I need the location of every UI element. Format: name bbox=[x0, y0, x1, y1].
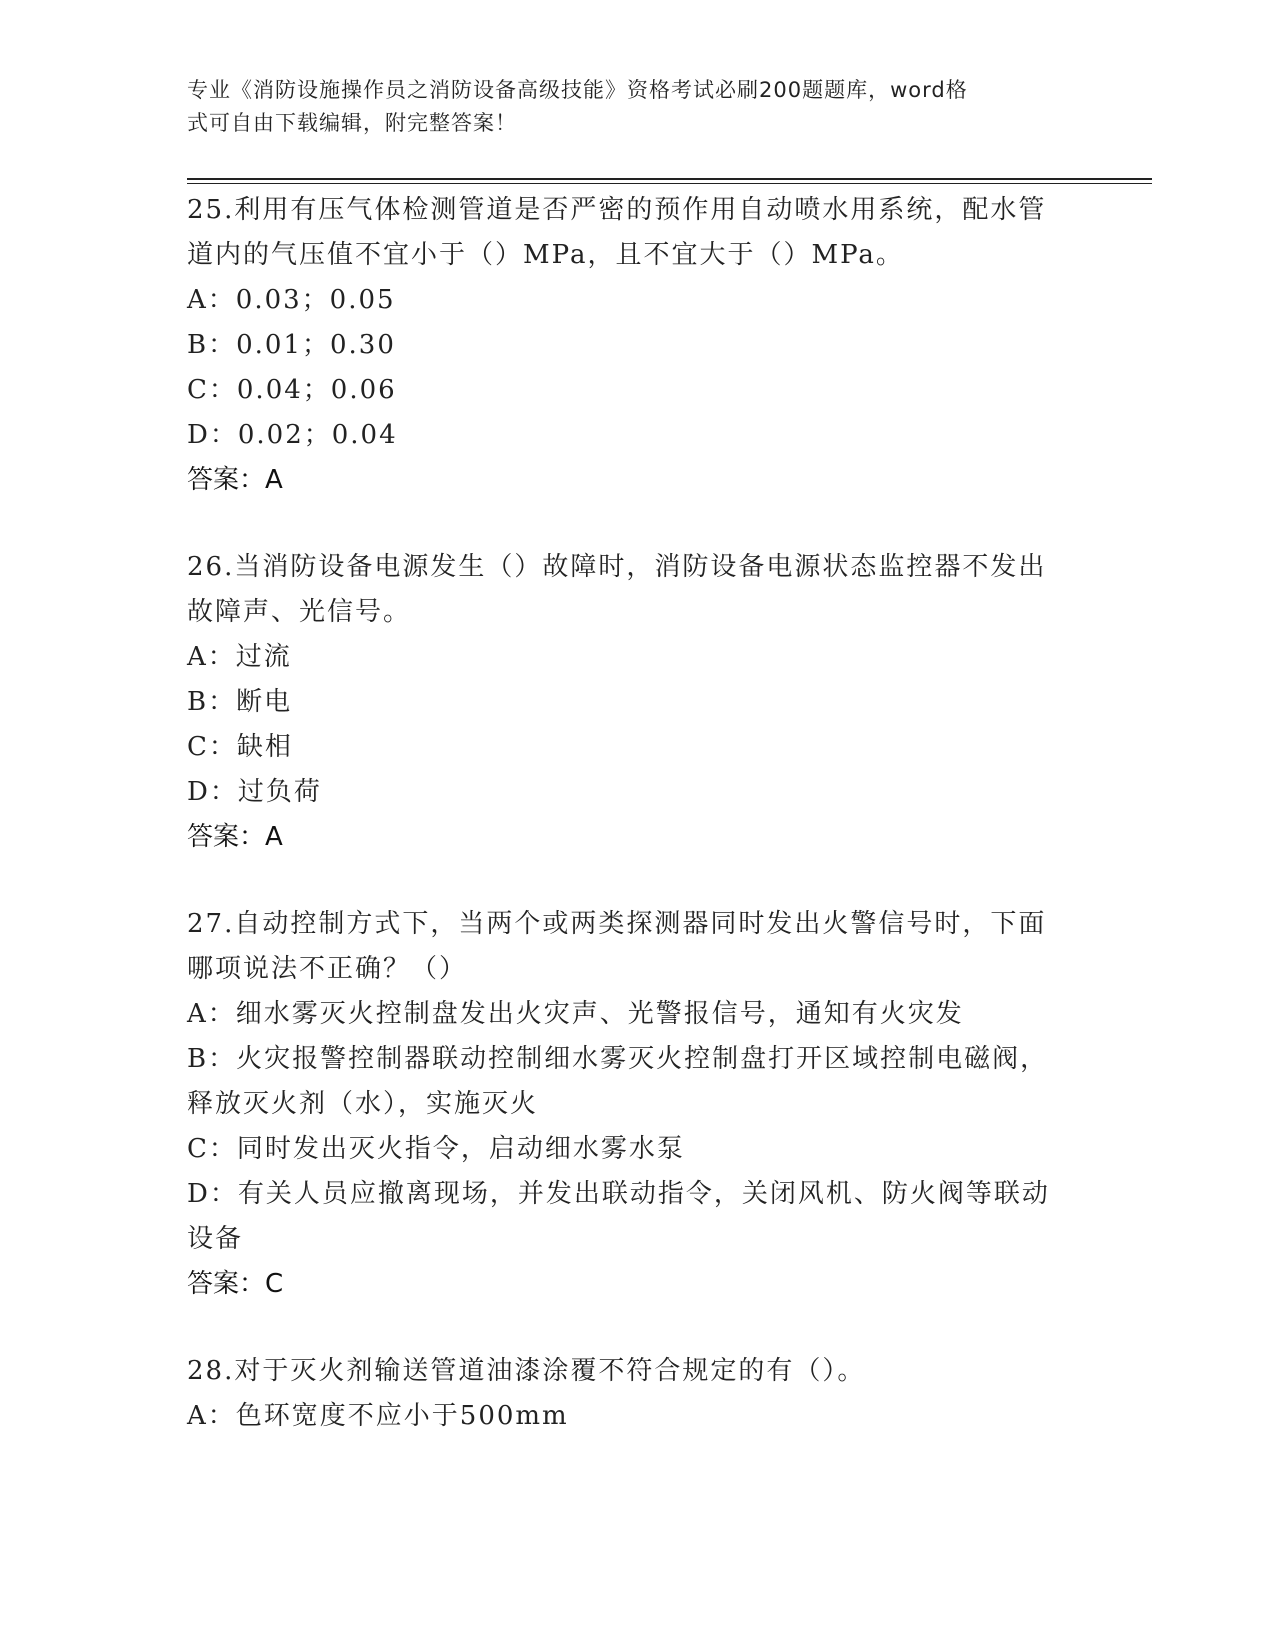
option-c: C：0.04；0.06 bbox=[187, 375, 397, 405]
question-text-line: 故障声、光信号。 bbox=[187, 597, 412, 627]
answer-line: 答案：A bbox=[187, 465, 283, 495]
option-a: A：细水雾灭火控制盘发出火灾声、光警报信号，通知有火灾发 bbox=[187, 999, 964, 1029]
question-text-line: 哪项说法不正确？（） bbox=[187, 954, 468, 984]
option-b: B：火灾报警控制器联动控制细水雾灭火控制盘打开区域控制电磁阀， bbox=[187, 1044, 1049, 1074]
option-c: C：缺相 bbox=[187, 732, 293, 762]
header-line-2: 式可自由下载编辑，附完整答案！ bbox=[187, 111, 517, 135]
option-c: C：同时发出灭火指令，启动细水雾水泵 bbox=[187, 1134, 685, 1164]
question-text-line: 道内的气压值不宜小于（）MPa，且不宜大于（）MPa。 bbox=[187, 240, 904, 270]
question-text-line: 26.当消防设备电源发生（）故障时，消防设备电源状态监控器不发出 bbox=[187, 552, 1047, 582]
answer-line: 答案：C bbox=[187, 1269, 284, 1299]
question-text-line: 28.对于灭火剂输送管道油漆涂覆不符合规定的有（）。 bbox=[187, 1356, 866, 1386]
question-26 bbox=[187, 545, 1077, 860]
header-line-1: 专业《消防设施操作员之消防设备高级技能》资格考试必刷200题题库，word格 bbox=[187, 78, 968, 102]
question-28 bbox=[187, 1349, 1077, 1439]
header-divider-thick bbox=[187, 178, 1152, 180]
question-text-line: 25.利用有压气体检测管道是否严密的预作用自动喷水用系统，配水管 bbox=[187, 195, 1047, 225]
option-d: D：过负荷 bbox=[187, 777, 322, 807]
option-a: A：过流 bbox=[187, 642, 292, 672]
option-b: B：断电 bbox=[187, 687, 293, 717]
option-a: A：色环宽度不应小于500mm bbox=[187, 1401, 569, 1431]
question-27 bbox=[187, 902, 1077, 1307]
question-list bbox=[187, 188, 1077, 1481]
answer-line: 答案：A bbox=[187, 822, 283, 852]
option-b: B：0.01；0.30 bbox=[187, 330, 396, 360]
option-d-continued: 设备 bbox=[187, 1224, 244, 1254]
option-b-continued: 释放灭火剂（水），实施灭火 bbox=[187, 1089, 539, 1119]
document-header bbox=[187, 74, 1067, 140]
option-d: D：有关人员应撤离现场，并发出联动指令，关闭风机、防火阀等联动 bbox=[187, 1179, 1050, 1209]
option-a: A：0.03；0.05 bbox=[187, 285, 396, 315]
question-25 bbox=[187, 188, 1077, 503]
question-text-line: 27.自动控制方式下，当两个或两类探测器同时发出火警信号时，下面 bbox=[187, 909, 1047, 939]
option-d: D：0.02；0.04 bbox=[187, 420, 398, 450]
header-divider-thin bbox=[187, 183, 1152, 184]
